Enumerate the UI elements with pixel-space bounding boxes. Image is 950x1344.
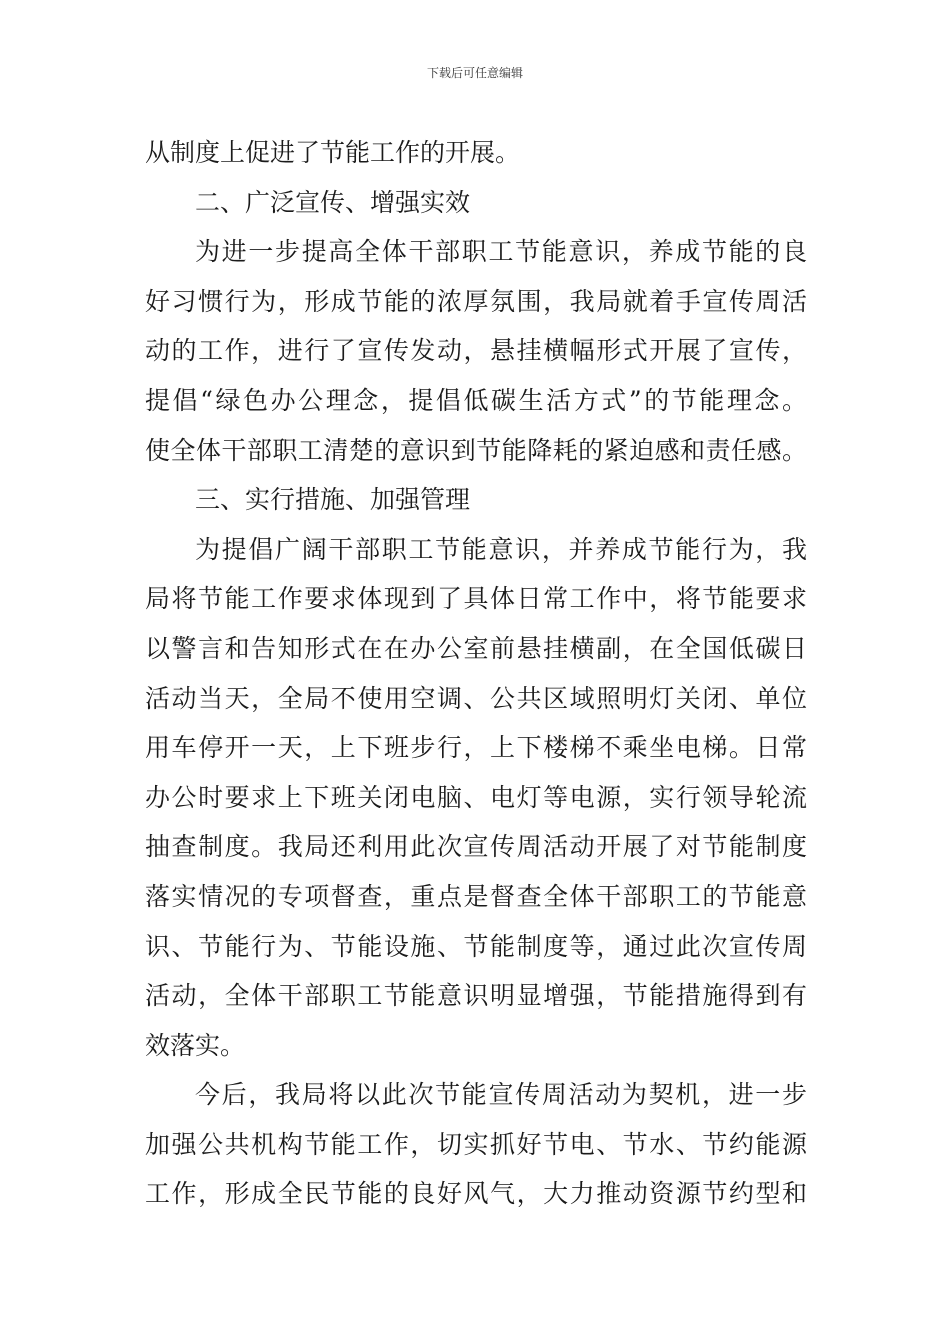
text-line: 活动，全体干部职工节能意识明显增强，节能措施得到有 — [145, 981, 807, 1011]
text-line: 工作，形成全民节能的良好风气，大力推动资源节约型和 — [145, 1179, 807, 1209]
text-line: 动的工作，进行了宣传发动，悬挂横幅形式开展了宣传， — [145, 336, 807, 366]
text-line: 识、节能行为、节能设施、节能制度等，通过此次宣传周 — [145, 931, 807, 961]
text-line: 落实情况的专项督查，重点是督查全体干部职工的节能意 — [145, 881, 807, 911]
text-line: 为提倡广阔干部职工节能意识，并养成节能行为，我 — [195, 534, 807, 564]
text-line: 三、实行措施、加强管理 — [195, 485, 471, 515]
document-body — [145, 128, 807, 1219]
text-line: 效落实。 — [145, 1030, 246, 1060]
text-line: 抽查制度。我局还利用此次宣传周活动开展了对节能制度 — [145, 832, 807, 862]
text-line: 局将节能工作要求体现到了具体日常工作中，将节能要求 — [145, 584, 807, 614]
text-line: 办公时要求上下班关闭电脑、电灯等电源，实行领导轮流 — [145, 782, 807, 812]
page-header: 下载后可任意编辑 — [426, 66, 523, 80]
text-line: 二、广泛宣传、增强实效 — [195, 187, 471, 217]
text-line: 活动当天，全局不使用空调、公共区域照明灯关闭、单位 — [145, 683, 807, 713]
text-line: 使全体干部职工清楚的意识到节能降耗的紧迫感和责任感。 — [145, 435, 807, 465]
text-line: 为进一步提高全体干部职工节能意识，养成节能的良 — [195, 237, 807, 267]
text-line: 提倡“绿色办公理念，提倡低碳生活方式”的节能理念。 — [145, 385, 807, 415]
text-line: 好习惯行为，形成节能的浓厚氛围，我局就着手宣传周活 — [145, 286, 807, 316]
text-line: 今后，我局将以此次节能宣传周活动为契机，进一步 — [195, 1080, 807, 1110]
text-line: 加强公共机构节能工作，切实抓好节电、节水、节约能源 — [145, 1129, 807, 1159]
text-line: 从制度上促进了节能工作的开展。 — [145, 138, 521, 167]
text-line: 以警言和告知形式在在办公室前悬挂横副，在全国低碳日 — [145, 633, 807, 663]
text-line: 用车停开一天，上下班步行，上下楼梯不乘坐电梯。日常 — [145, 733, 807, 763]
